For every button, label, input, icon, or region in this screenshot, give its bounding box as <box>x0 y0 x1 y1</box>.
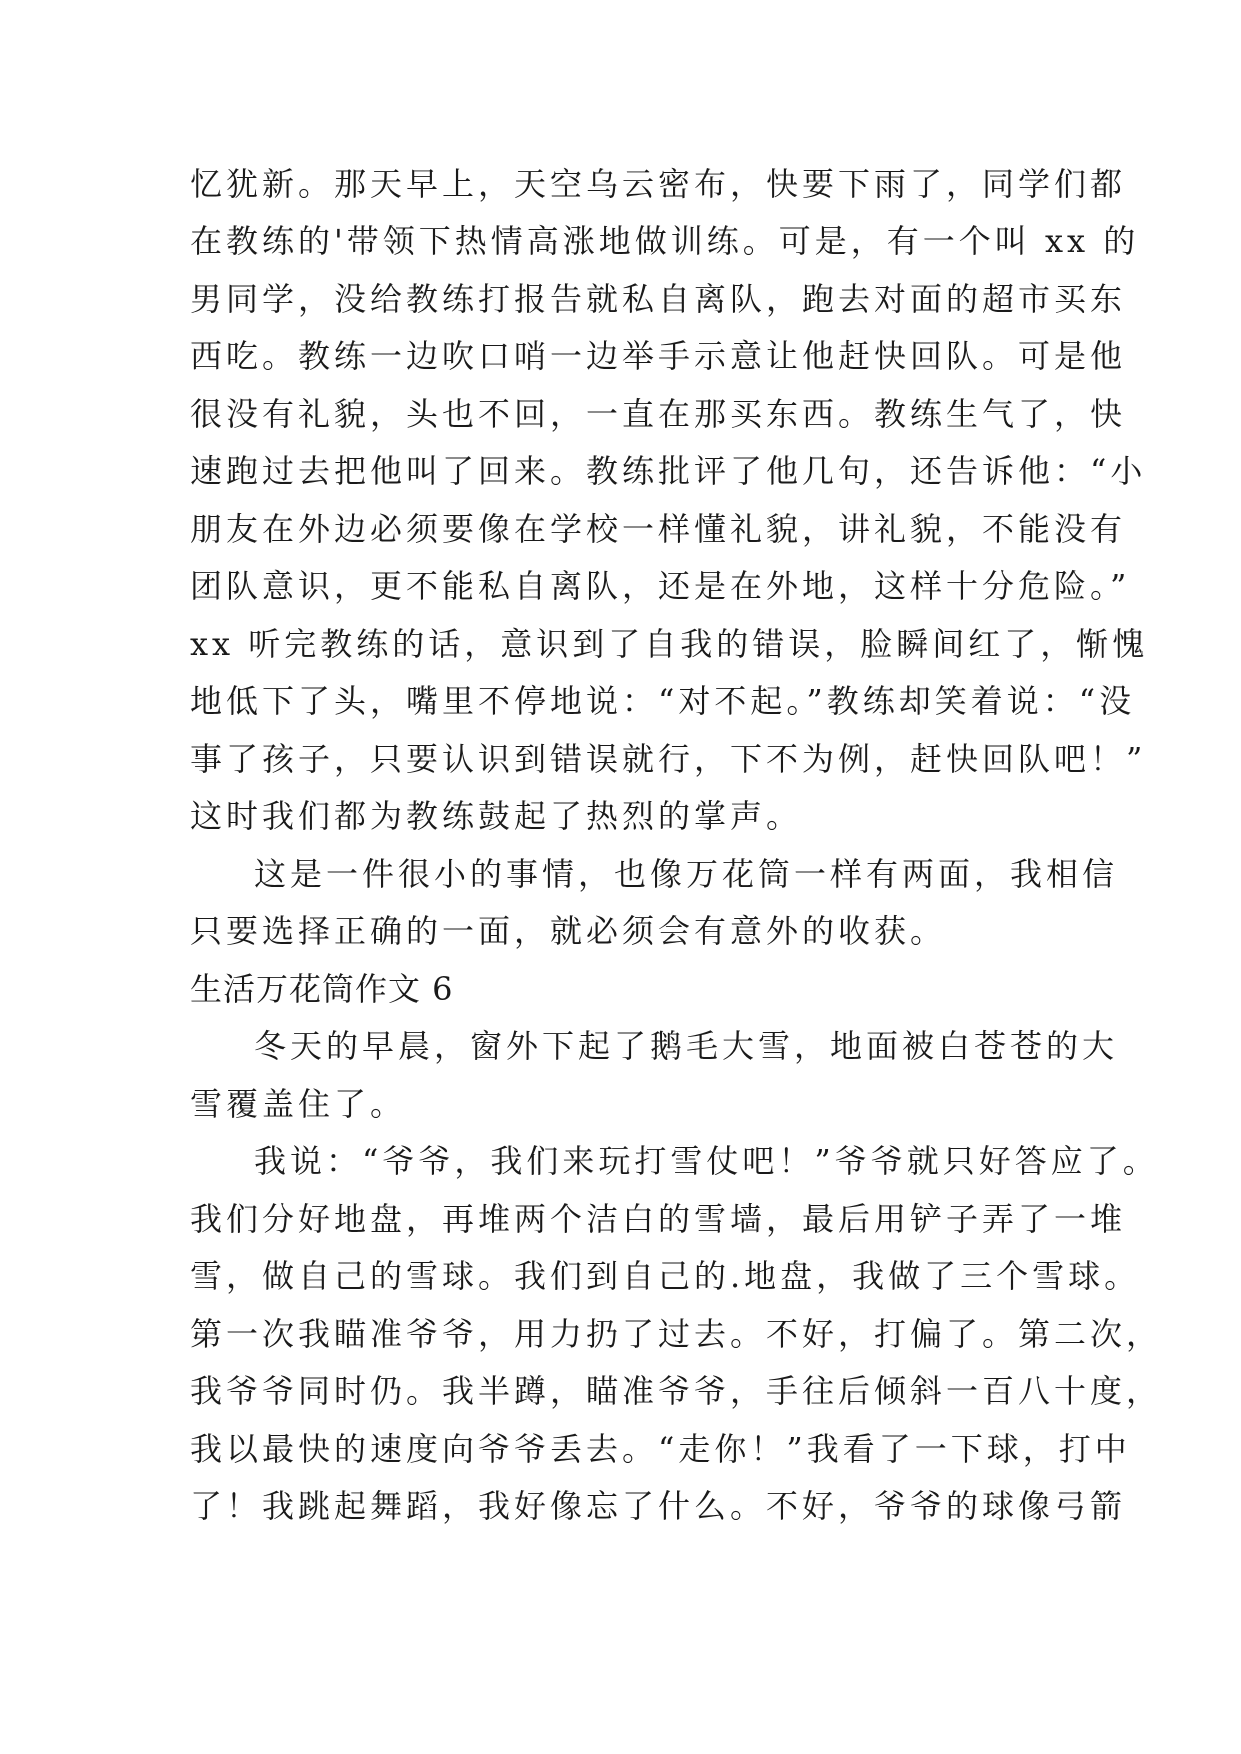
paragraph-line: 西吃。教练一边吹口哨一边举手示意让他赶快回队。可是他 <box>190 337 1127 375</box>
paragraph-line: 朋友在外边必须要像在学校一样懂礼貌，讲礼貌，不能没有 <box>190 510 1127 548</box>
paragraph-line: 我以最快的速度向爷爷丢去。“走你！”我看了一下球，打中 <box>190 1430 1131 1468</box>
section-heading: 生活万花筒作文 6 <box>190 970 454 1008</box>
paragraph-line: 雪，做自己的雪球。我们到自己的.地盘，我做了三个雪球。 <box>190 1257 1141 1295</box>
paragraph-line: 我们分好地盘，再堆两个洁白的雪墙，最后用铲子弄了一堆 <box>190 1200 1127 1238</box>
paragraph-line: 很没有礼貌，头也不回，一直在那买东西。教练生气了，快 <box>190 395 1127 433</box>
paragraph-line: 地低下了头，嘴里不停地说：“对不起。”教练却笑着说：“没 <box>190 682 1136 720</box>
paragraph-line: 了！我跳起舞蹈，我好像忘了什么。不好，爷爷的球像弓箭 <box>190 1487 1127 1525</box>
paragraph-line: 我爷爷同时仍。我半蹲，瞄准爷爷，手往后倾斜一百八十度， <box>190 1372 1163 1410</box>
paragraph-line: 冬天的早晨，窗外下起了鹅毛大雪，地面被白苍苍的大 <box>254 1027 1119 1065</box>
paragraph-line: 雪覆盖住了。 <box>190 1085 407 1123</box>
paragraph-line: 第一次我瞄准爷爷，用力扔了过去。不好，打偏了。第二次， <box>190 1315 1163 1353</box>
paragraph-line: xx 听完教练的话，意识到了自我的错误，脸瞬间红了，惭愧 <box>190 625 1149 663</box>
paragraph-line: 事了孩子，只要认识到错误就行，下不为例，赶快回队吧！” <box>190 740 1147 778</box>
paragraph-line: 忆犹新。那天早上，天空乌云密布，快要下雨了，同学们都 <box>190 165 1127 203</box>
paragraph-line: 在教练的'带领下热情高涨地做训练。可是，有一个叫 xx 的 <box>190 222 1140 260</box>
paragraph-line: 速跑过去把他叫了回来。教练批评了他几句，还告诉他：“小 <box>190 452 1147 490</box>
paragraph-line: 只要选择正确的一面，就必须会有意外的收获。 <box>190 912 947 950</box>
paragraph-line: 我说：“爷爷，我们来玩打雪仗吧！”爷爷就只好答应了。 <box>254 1142 1159 1180</box>
paragraph-line: 男同学，没给教练打报告就私自离队，跑去对面的超市买东 <box>190 280 1127 318</box>
paragraph-line: 这时我们都为教练鼓起了热烈的掌声。 <box>190 797 803 835</box>
paragraph-line: 团队意识，更不能私自离队，还是在外地，这样十分危险。” <box>190 567 1131 605</box>
paragraph-line: 这是一件很小的事情，也像万花筒一样有两面，我相信 <box>254 855 1119 893</box>
